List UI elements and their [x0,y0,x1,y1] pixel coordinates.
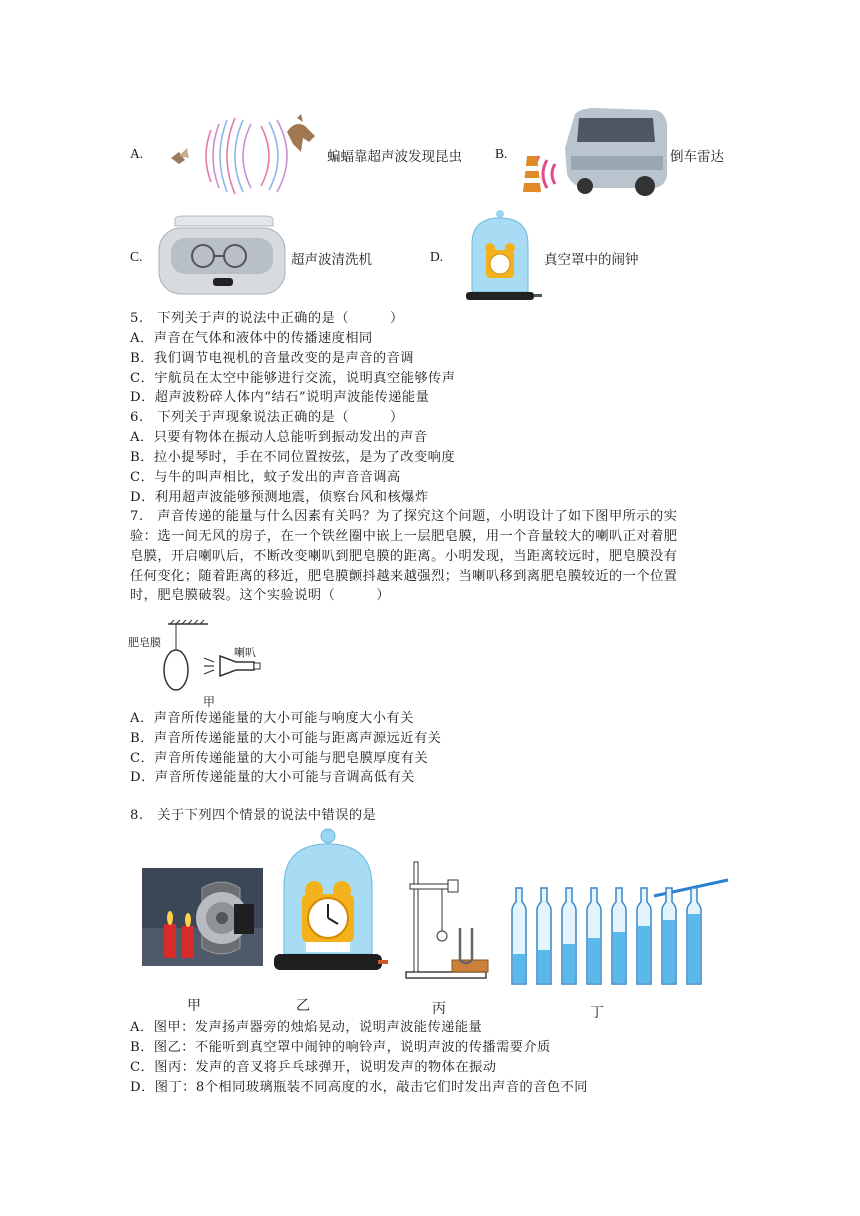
q5-option-a: A．声音在气体和液体中的传播速度相同 [130,331,373,346]
q5-option-c: C．宇航员在太空中能够进行交流，说明真空能够传声 [130,371,456,386]
q7-option-d: D．声音所传递能量的大小可能与音调高低有关 [130,770,415,785]
q7-stem-line-1: 7. 声音传递的能量与什么因素有关吗？为了探究这个问题，小明设计了如下图甲所示的实 [130,509,678,524]
q4-option-b-label: B. [495,146,508,161]
bat-ultrasound-image [165,112,325,200]
q7-stem-line-3: 皂膜，开启喇叭后，不断改变喇叭到肥皂膜的距离。小明发现，当距离较远时，肥皂膜没有 [130,549,678,564]
ultrasonic-cleaner-image [155,214,290,302]
q5-option-d: D．超声波粉碎人体内“结石”说明声波能传递能量 [130,390,430,405]
q8-option-b: B．图乙：不能听到真空罩中闹钟的响铃声，说明声波的传播需要介质 [130,1040,551,1055]
horn-label: 喇叭 [234,646,256,659]
q7-option-c: C．声音所传递能量的大小可能与肥皂膜厚度有关 [130,751,429,766]
q8-stem: 8. 关于下列四个情景的说法中错误的是 [130,808,377,823]
q5-option-b: B．我们调节电视机的音量改变的是声音的音调 [130,351,414,366]
q7-stem-line-5: 时，肥皂膜破裂。这个实验说明（ ） [130,588,391,603]
q4-option-c-label: C. [130,249,143,264]
q4-option-d-label: D. [430,249,444,264]
q4-option-a-caption: 蝙蝠靠超声波发现昆虫 [327,149,462,165]
q4-option-b-caption: 倒车雷达 [670,149,724,165]
q8-option-c: C．图丙：发声的音叉将乒乓球弹开，说明发声的物体在振动 [130,1060,497,1075]
q8-option-d: D．图丁：8个相同玻璃瓶装不同高度的水，敲击它们时发出声音的音色不同 [130,1080,588,1095]
q6-option-c: C．与牛的叫声相比，蚊子发出的声音音调高 [130,470,401,485]
q7-option-b: B．声音所传递能量的大小可能与距离声源远近有关 [130,731,442,746]
q5-stem: 5. 下列关于声的说法中正确的是（ ） [130,311,404,326]
q6-option-d: D．利用超声波能够预测地震，侦察台风和核爆炸 [130,490,429,505]
q7-stem-line-4: 任何变化；随着距离的移近，肥皂膜颤抖越来越强烈；当喇叭移到离肥皂膜较近的一个位置 [130,569,678,584]
figure-bing-label: 丙 [432,1001,446,1017]
q6-option-a: A．只要有物体在振动人总能听到振动发出的声音 [130,430,428,445]
vacuum-jar-clock-image [460,208,544,304]
q4-option-a-label: A. [130,146,144,161]
q7-stem-line-2: 验：选一间无风的房子，在一个铁丝圈中嵌上一层肥皂膜，用一个音量较大的喇叭正对着肥 [130,529,678,544]
q4-option-c-caption: 超声波清洗机 [291,252,372,268]
soap-film-label: 肥皂膜 [128,636,161,649]
water-bottles-image [504,876,734,988]
figure-jia-label: 甲 [187,998,201,1014]
speaker-candle-image [142,868,263,966]
figure-ding-label: 丁 [590,1005,604,1021]
q6-option-b: B．拉小提琴时，手在不同位置按弦，是为了改变响度 [130,450,456,465]
figure-yi-label: 乙 [296,998,310,1014]
reversing-radar-image [515,104,670,202]
q7-option-a: A．声音所传递能量的大小可能与响度大小有关 [130,711,414,726]
figure-jia-caption: 甲 [203,695,216,709]
vacuum-jar-clock-image-2 [270,826,390,976]
q6-stem: 6. 下列关于声现象说法正确的是（ ） [130,410,404,425]
tuning-fork-stand-image [402,856,492,986]
q8-option-a: A．图甲：发声扬声器旁的烛焰晃动，说明声波能传递能量 [130,1020,483,1035]
q4-option-d-caption: 真空罩中的闹钟 [544,252,639,268]
